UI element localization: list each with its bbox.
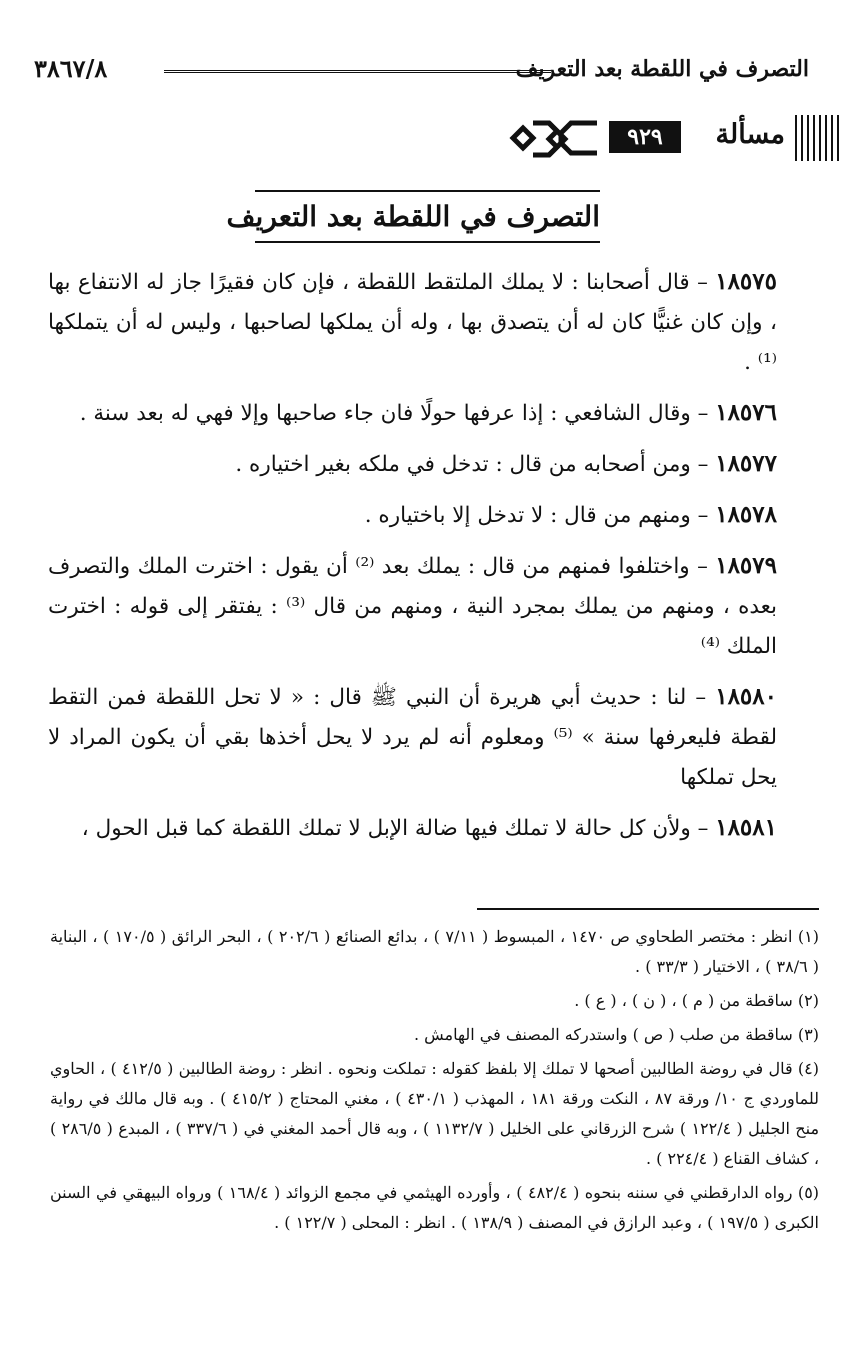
paragraph-text: – ولأن كل حالة لا تملك فيها ضالة الإبل لا تملك اللقطة كما قبل الحول ، <box>81 816 716 841</box>
paragraph-text: – ومنهم من قال : لا تدخل إلا باختياره . <box>364 503 716 528</box>
paragraph <box>48 677 817 798</box>
footnote-separator <box>477 908 819 910</box>
knot-ornament-icon <box>509 115 601 161</box>
paragraph <box>48 393 817 434</box>
paragraph-text: – لنا : حديث أبي هريرة أن النبي ﷺ قال : « لا تحل اللقطة فمن التقط لقطة فليعرفها سنة » ⁽⁵⁾ ومعلوم أنه لم يرد لا يحل أخذها بقي أن يكون المراد لا يحل تملكها <box>48 685 777 790</box>
running-header <box>34 52 809 92</box>
chapter-bottom-rule <box>255 241 600 243</box>
footnote: (١) انظر : مختصر الطحاوي ص ١٤٧٠ ، المبسوط ( ٧/١١ ) ، بدائع الصنائع ( ٢٠٢/٦ ) ، البحر الرائق ( ١٧٠/٥ ) ، البناية ( ٣٨/٦ ) ، الاختيار ( ٣٣/٣ ) . <box>50 927 820 976</box>
footnotes <box>50 922 819 1242</box>
paragraph-text: – وقال الشافعي : إذا عرفها حولًا فان جاء صاحبها وإلا فهي له بعد سنة . <box>79 401 716 426</box>
masala-label: مسألة <box>715 119 785 150</box>
paragraph <box>48 262 817 383</box>
paragraph <box>48 808 817 849</box>
footnote: (٤) قال في روضة الطالبين أصحها لا تملك إلا بلفظ كقوله : تملكت ونحوه . انظر : روضة الطالبين ( ٤١٢/٥ ) ، الحاوي للماوردي ج ١٠/ ورقة ٨٧ ، النكت ورقة ١٨١ ، المهذب ( ٤٣٠/١ ) ، مغني المحتاج ( ٤١٥/٢ ) . وبه قال مالك في رواية منح الجليل ( ١٢٢/٤ ) شرح الزرقاني على الخليل ( ١١٣٢/٧ ) ، وبه قال أحمد المغني في ( ٣٣٧/٦ ) ، المبدع ( ٢٨٦/٥ ) ، كشاف القناع ( ٢٢٤/٤ ) . <box>50 1059 820 1168</box>
paragraph-number: ١٨٥٧٧ <box>715 450 777 477</box>
bars-ornament-icon <box>795 115 839 161</box>
footnote: (٣) ساقطة من صلب ( ص ) واستدركه المصنف في الهامش . <box>413 1025 819 1044</box>
paragraph-number: ١٨٥٧٦ <box>715 399 777 426</box>
paragraph <box>48 444 817 485</box>
paragraph-number: ١٨٥٨١ <box>715 814 777 841</box>
masala-badge <box>509 115 839 161</box>
running-header-page-ref: ٣٨٦٧/٨ <box>34 54 108 83</box>
header-rule <box>164 70 551 76</box>
paragraph-text: – قال أصحابنا : لا يملك الملتقط اللقطة ، فإن كان فقيرًا جاز له الانتفاع بها ، وإن كان غنيًّا كان له أن يتصدق بها ، وله أن يملكها لصاحبها ، وليس له أن يتملكها ⁽¹⁾ . <box>48 270 777 375</box>
paragraph <box>48 546 817 667</box>
paragraph-text: – ومن أصحابه من قال : تدخل في ملكه بغير اختياره . <box>235 452 716 477</box>
footnote: (٢) ساقطة من ( م ) ، ( ن ) ، ( ع ) . <box>574 991 819 1010</box>
paragraph-number: ١٨٥٧٩ <box>715 552 777 579</box>
running-header-title: التصرف في اللقطة بعد التعريف <box>515 56 809 82</box>
body-text <box>48 262 817 859</box>
paragraph-number: ١٨٥٨٠ <box>715 683 777 710</box>
chapter-title: التصرف في اللقطة بعد التعريف <box>226 200 600 233</box>
paragraph-number: ١٨٥٧٨ <box>715 501 777 528</box>
footnote: (٥) رواه الدارقطني في سننه بنحوه ( ٤٨٢/٤ ) ، وأورده الهيثمي في مجمع الزوائد ( ١٦٨/٤ ) ورواه البيهقي في السنن الكبرى ( ١٩٧/٥ ) ، وعبد الرازق في المصنف ( ١٣٨/٩ ) . انظر : المحلى ( ١٢٢/٧ ) . <box>50 1183 820 1232</box>
paragraph-number: ١٨٥٧٥ <box>715 268 777 295</box>
chapter-heading <box>226 190 600 243</box>
paragraph <box>48 495 817 536</box>
paragraph-text: – واختلفوا فمنهم من قال : يملك بعد ⁽²⁾ أن يقول : اخترت الملك والتصرف بعده ، ومنهم من يملك بمجرد النية ، ومنهم من قال ⁽³⁾ : يفتقر إلى قوله : اخترت الملك ⁽⁴⁾ <box>48 554 778 659</box>
masala-number: ٩٢٩ <box>609 121 681 153</box>
